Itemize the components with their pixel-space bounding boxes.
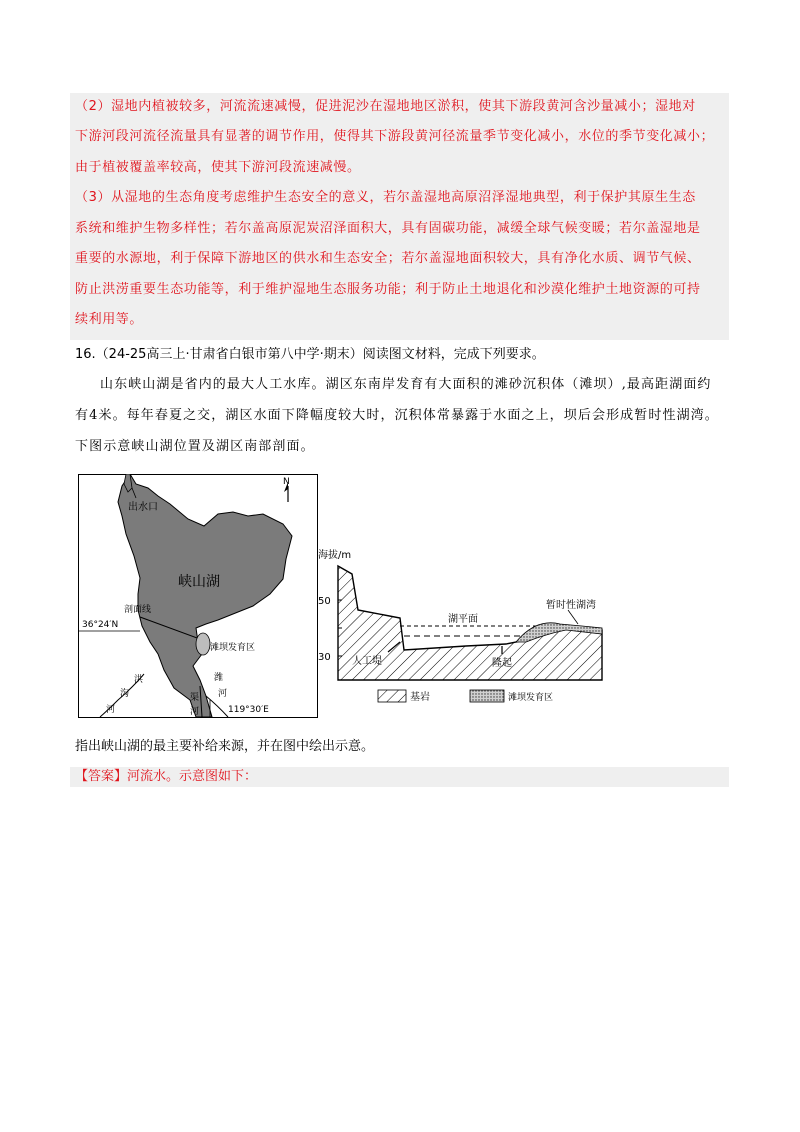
passage-line: 下图示意峡山湖位置及湖区南部剖面。 [75,439,315,454]
question-header: 16.（24-25高三上·甘肃省白银市第八中学·期末）阅读图文材料，完成下列要求。 [75,347,545,362]
longitude-label: 119°30′E [228,705,269,715]
latitude-label: 36°24′N [82,620,119,630]
uplift-label: 隆起 [492,658,512,669]
lake-profile-cross-section [316,546,612,708]
answer-line: 系统和维护生物多样性；若尔盖高原泥炭沼泽面积大，具有固碳功能，减缓全球气候变暖；若尔盖湿地是 [75,221,701,236]
passage-line: 山东峡山湖是省内的最大人工水库。湖区东南岸发育有大面积的滩砂沉积体（滩坝）,最高距湖面约 [100,377,712,392]
answer-line: 重要的水源地，利于保障下游地区的供水和生态安全；若尔盖湿地面积较大，具有净化水质、调节气候、 [75,251,701,266]
lake-level-label: 湖平面 [448,614,478,625]
y-tick: 50 [318,596,331,607]
passage-line: 有4米。每年春夏之交，湖区水面下降幅度较大时，沉积体常暴露于水面之上，坝后会形成暂时性湖湾。 [75,408,719,423]
sandbar-area [196,633,210,655]
answer-line: （3）从湿地的生态角度考虑维护生态安全的意义，若尔盖湿地高原沼泽湿地典型，利于保护其原生生态 [75,190,696,205]
temp-bay-label: 暂时性湖湾 [546,600,596,611]
lake-name: 峡山湖 [178,574,220,590]
river-name-char: 河 [218,689,228,699]
artificial-dike-label: 人工堤 [352,656,382,667]
legend-bedrock: 基岩 [410,692,430,703]
answer-line: （2）湿地内植被较多，河流流速减慢，促进泥沙在湿地地区淤积，使其下游段黄河含沙量减小；湿地对 [75,99,696,114]
river-name-char: 河 [190,707,200,717]
legend-sandbar: 滩坝发育区 [508,693,554,703]
river-name-char: 潍 [214,673,224,683]
answer-line: 防止洪涝重要生态功能等，利于维护湿地生态服务功能；利于防止土地退化和沙漠化维护土地资源的可持 [75,282,701,297]
answer-line: 下游河段河流径流量具有显著的调节作用，使得其下游段黄河径流量季节变化减小，水位的季节变化减小； [75,129,715,144]
question-prompt: 指出峡山湖的最主要补给来源，并在图中绘出示意。 [75,739,375,754]
answer-text: 河流水。示意图如下： [127,769,258,784]
y-tick: 30 [318,652,331,663]
answer-line: 续利用等。 [75,312,144,327]
river-name-char: 沟 [120,689,130,699]
river-name-char: 河 [106,705,116,715]
lake-location-map [78,474,318,718]
final-answer-line [75,768,257,786]
outlet-label: 出水口 [128,502,158,513]
river-name-char: 洪 [134,675,144,685]
river-name-char: 渠 [190,693,200,703]
answer-line: 由于植被覆盖率较高，使其下游河段流速减慢。 [75,160,361,175]
answer-tag: 【答案】 [75,769,128,784]
profile-line-label: 剖面线 [124,605,152,615]
y-axis-label: 海拔/m [318,550,352,561]
sandbar-label: 滩坝发育区 [210,643,256,653]
north-label: N [283,477,290,487]
